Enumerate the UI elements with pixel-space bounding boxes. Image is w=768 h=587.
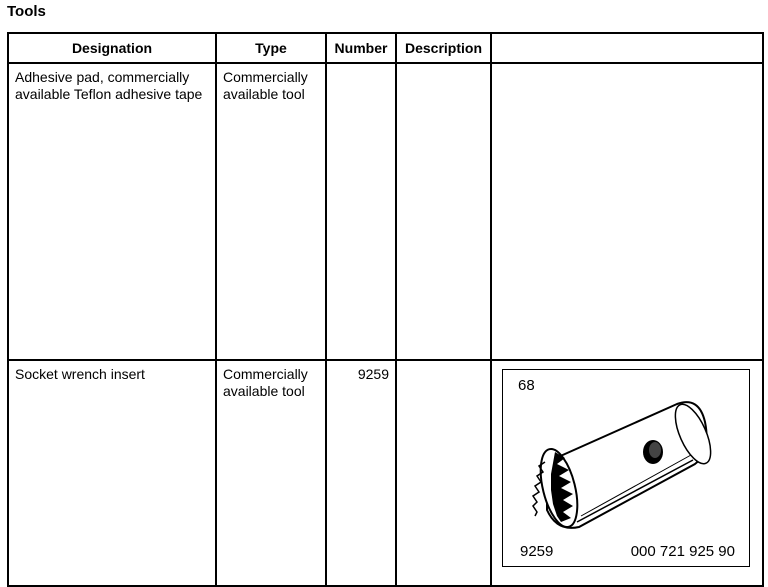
- cell-figure: [491, 63, 763, 360]
- cell-figure: [491, 360, 763, 586]
- figure-tool-number: 9259: [520, 543, 554, 560]
- cell-designation: Adhesive pad, commercially available Teflon adhesive tape: [8, 63, 216, 360]
- header-number: Number: [326, 33, 396, 63]
- header-type: Type: [216, 33, 326, 63]
- table-row: [8, 63, 763, 360]
- figure-id: 68: [518, 377, 535, 394]
- cell-designation: Socket wrench insert: [8, 360, 216, 586]
- page-title: Tools: [7, 3, 46, 20]
- header-designation: Designation: [8, 33, 216, 63]
- cell-number: [326, 63, 396, 360]
- socket-wrench-insert-icon: [517, 392, 717, 542]
- tools-table: [7, 32, 764, 587]
- header-figure: [491, 33, 763, 63]
- tool-figure: [502, 369, 750, 567]
- figure-part-number: 000 721 925 90: [630, 543, 735, 560]
- table-row: [8, 360, 763, 586]
- cell-description: [396, 360, 491, 586]
- table-header-row: [8, 33, 763, 63]
- cell-description: [396, 63, 491, 360]
- cell-type: Commercially available tool: [216, 360, 326, 586]
- cell-type: Commercially available tool: [216, 63, 326, 360]
- header-description: Description: [396, 33, 491, 63]
- cell-number: 9259: [326, 360, 396, 586]
